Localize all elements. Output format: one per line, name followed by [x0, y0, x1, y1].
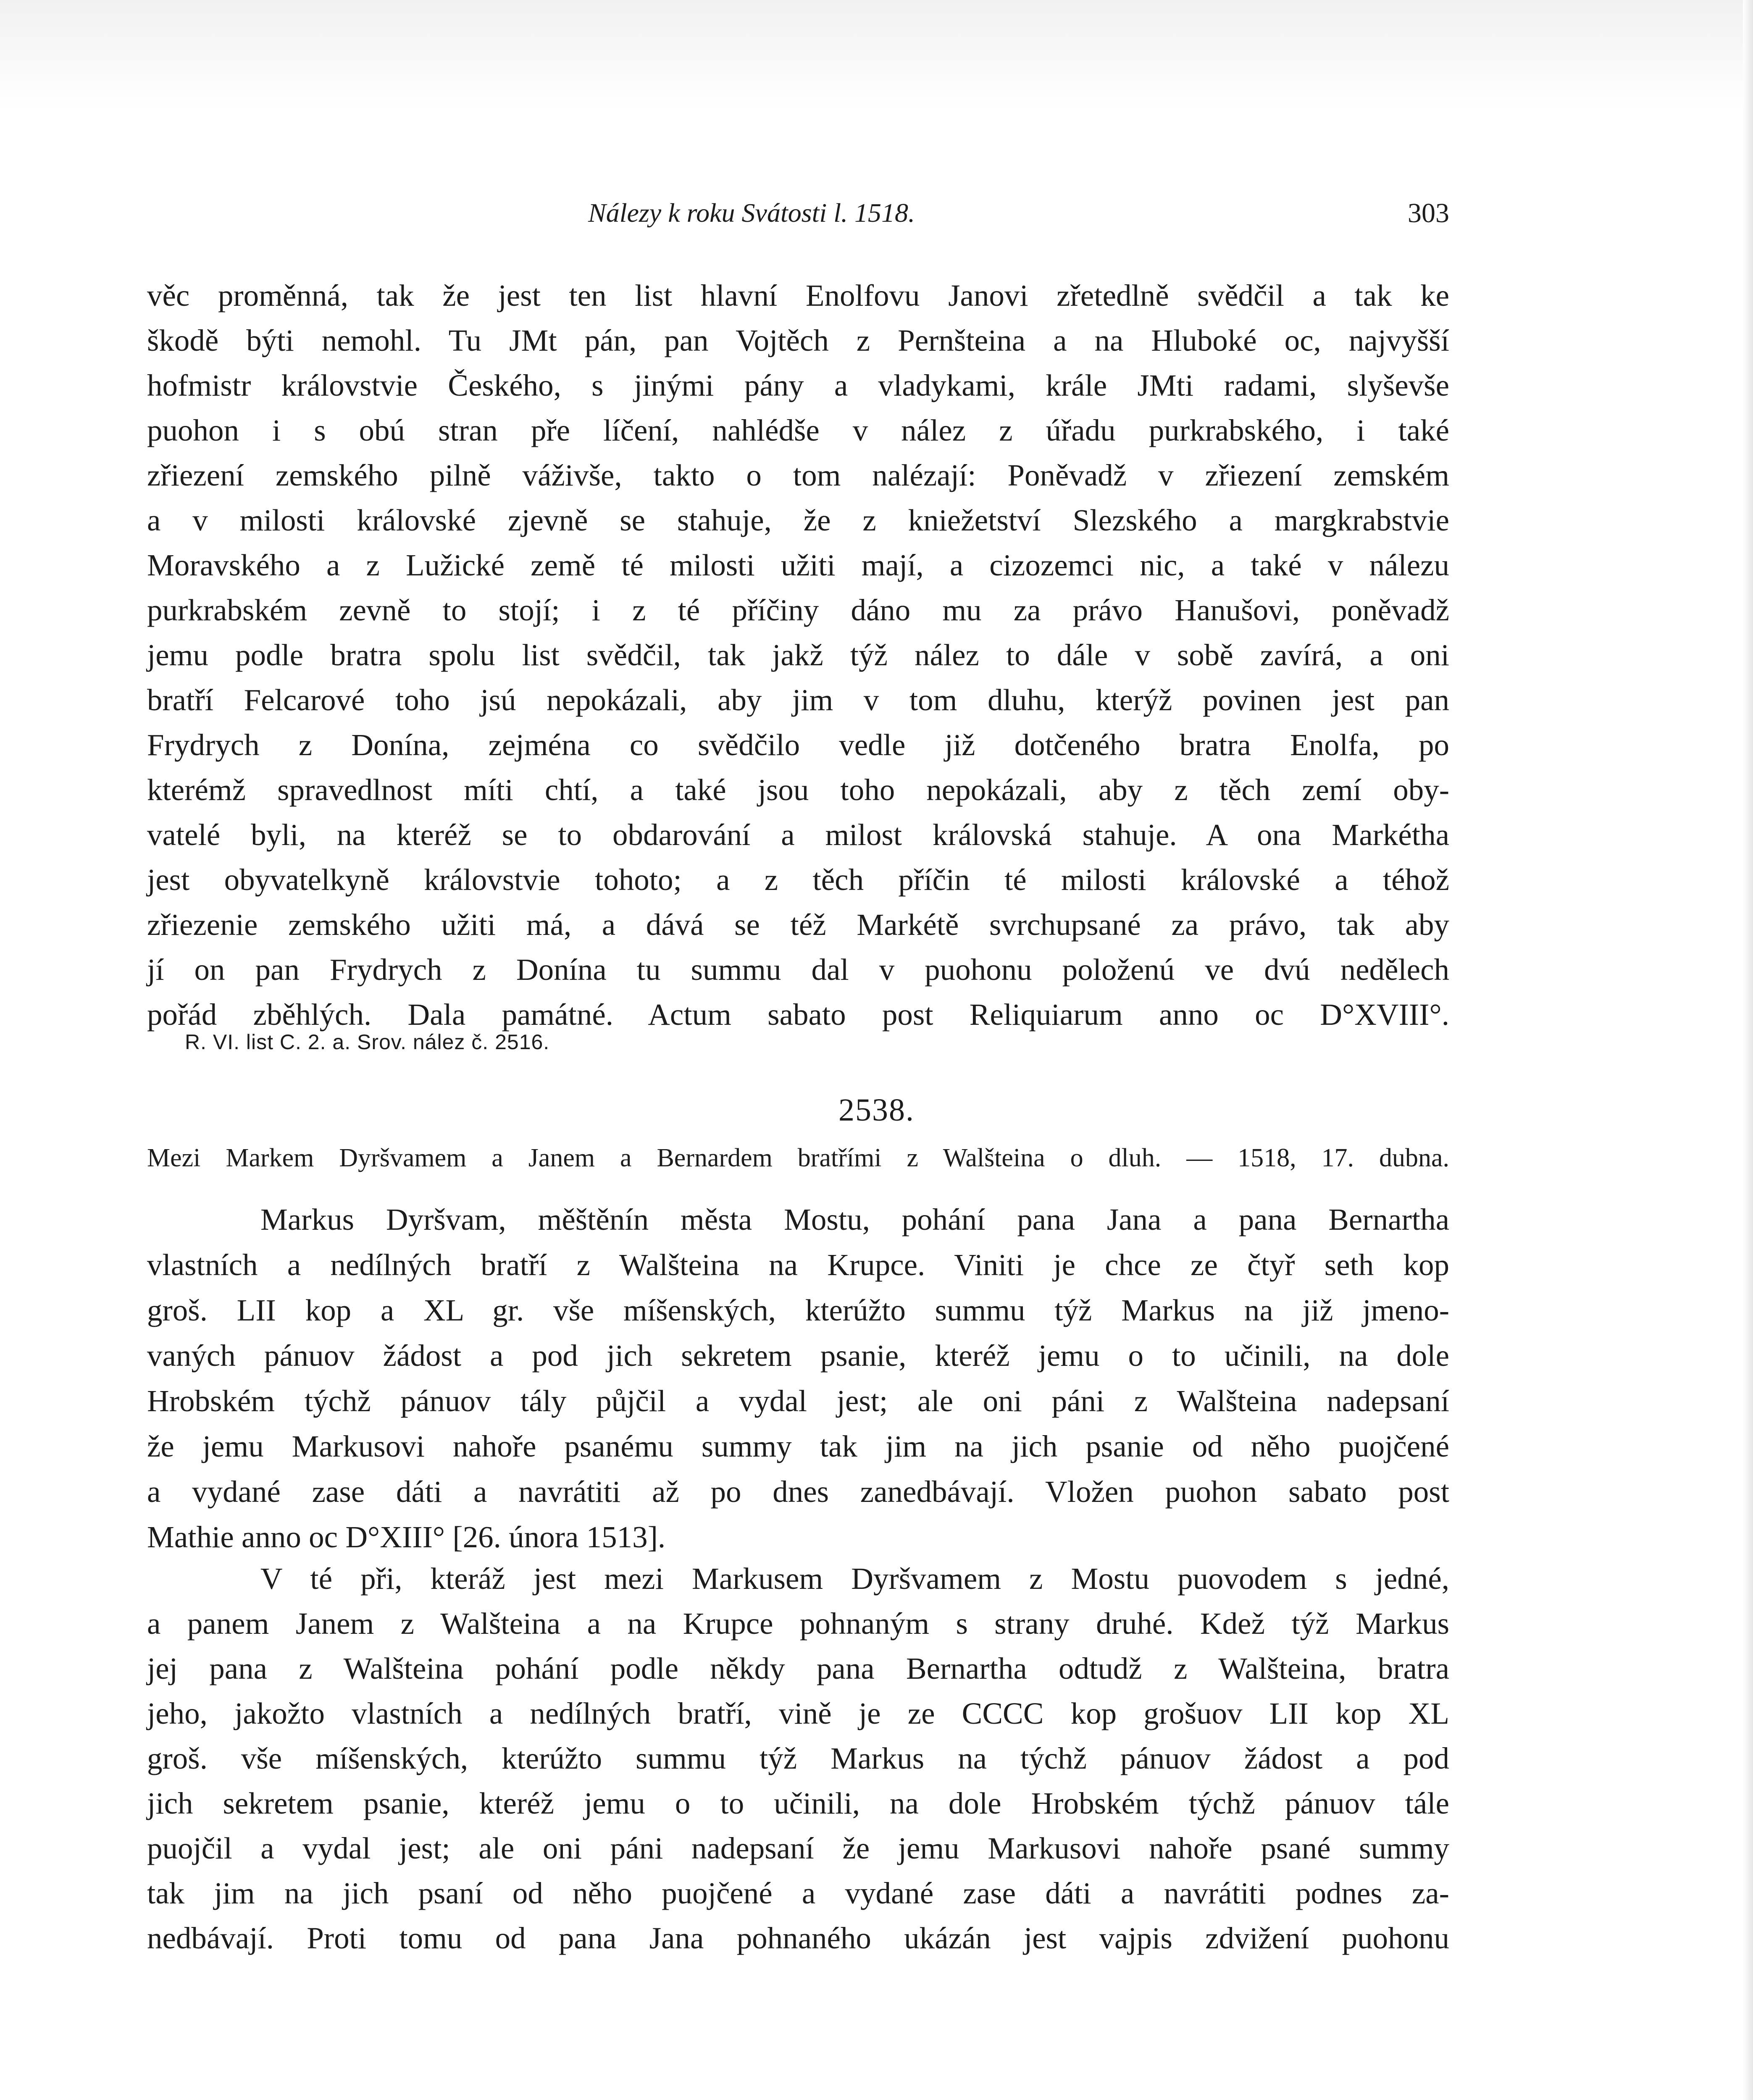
source-note: R. VI. list C. 2. a. Srov. nález č. 2516. — [185, 1030, 550, 1054]
paragraph-summons — [147, 1197, 1449, 1560]
running-head — [147, 197, 1449, 235]
text-line: vlastních a nedílných bratří z Walšteina na Krupce. Viniti je chce ze čtyř seth kop — [147, 1248, 1449, 1282]
text-line: věc proměnná, tak že jest ten list hlavní Enolfovu Janovi zřetedlně svědčil a tak ke — [147, 278, 1449, 312]
text-line: a vydané zase dáti a navrátiti až po dnes zanedbávají. Vložen puohon sabato post — [147, 1475, 1449, 1509]
text-line: vaných pánuov žádost a pod jich sekretem psanie, kteréž jemu o to učinili, na dole — [147, 1339, 1449, 1373]
entry-heading: Mezi Markem Dyršvamem a Janem a Bernardem bratřími z Walšteina o dluh. — 1518, 17. dubna. — [147, 1144, 1449, 1172]
text-line: jich sekretem psanie, kteréž jemu o to učinili, na dole Hrobském týchž pánuov tále — [147, 1786, 1449, 1820]
text-line: Markus Dyršvam, měštěnín města Mostu, pohání pana Jana a pana Bernartha — [260, 1202, 1449, 1236]
entry-number: 2538. — [838, 1092, 915, 1128]
text-line: bratří Felcarové toho jsú nepokázali, aby jim v tom dluhu, kterýž povinen jest pan — [147, 683, 1449, 717]
text-line: Hrobském týchž pánuov tály půjčil a vydal jest; ale oni páni z Walšteina nadepsaní — [147, 1384, 1449, 1418]
text-line: nedbávají. Proti tomu od pana Jana pohnaného ukázán jest vajpis zdvižení puohonu — [147, 1921, 1449, 1955]
text-line: tak jim na jich psaní od něho puojčené a vydané zase dáti a navrátiti podnes za- — [147, 1876, 1449, 1910]
text-line: Moravského a z Lužické země té milosti užiti mají, a cizozemci nic, a také v nálezu — [147, 548, 1449, 582]
text-line: jeho, jakožto vlastních a nedílných bratří, vině je ze CCCC kop grošuov LII kop XL — [147, 1696, 1449, 1730]
page-top-shading — [0, 0, 1753, 109]
text-line: jemu podle bratra spolu list svědčil, tak jakž týž nález to dále v sobě zavírá, a oni — [147, 638, 1449, 672]
text-line: kterémž spravedlnost míti chtí, a také jsou toho nepokázali, aby z těch zemí oby- — [147, 773, 1449, 807]
text-line: jí on pan Frydrych z Donína tu summu dal v puohonu položenú ve dvú nedělech — [147, 953, 1449, 987]
text-line: hofmistr královstvie Českého, s jinými pány a vladykami, krále JMti radami, slyševše — [147, 368, 1449, 402]
text-line: puohon i s obú stran pře líčení, nahlédše v nález z úřadu purkrabského, i také — [147, 413, 1449, 447]
text-line: škodě býti nemohl. Tu JMt pán, pan Vojtěch z Pernšteina a na Hluboké oc, najvyšší — [147, 323, 1449, 357]
page-number: 303 — [1408, 198, 1449, 228]
text-line: a panem Janem z Walšteina a na Krupce pohnaným s strany druhé. Kdež týž Markus — [147, 1606, 1449, 1641]
running-title: Nálezy k roku Svátosti l. 1518. — [588, 198, 915, 228]
text-line: groš. LII kop a XL gr. vše míšenských, kterúžto summu týž Markus na již jmeno- — [147, 1293, 1449, 1327]
text-line: V té při, kteráž jest mezi Markusem Dyršvamem z Mostu puovodem s jedné, — [260, 1562, 1449, 1596]
text-line: zřiezení zemského pilně váživše, takto o tom nalézají: Poněvadž v zřiezení zemském — [147, 458, 1449, 492]
text-line: zřiezenie zemského užiti má, a dává se též Markétě svrchupsané za právo, tak aby — [147, 908, 1449, 942]
text-line: jej pana z Walšteina pohání podle někdy pana Bernartha odtudž z Walšteina, bratra — [147, 1651, 1449, 1685]
text-line: groš. vše míšenských, kterúžto summu týž Markus na týchž pánuov žádost a pod — [147, 1741, 1449, 1775]
text-line: purkrabském zevně to stojí; i z té příčiny dáno mu za právo Hanušovi, poněvadž — [147, 593, 1449, 627]
text-line: a v milosti královské zjevně se stahuje, že z kniežetství Slezského a margkrabstvie — [147, 503, 1449, 537]
continued-text-block — [147, 273, 1449, 1037]
text-line: Mathie anno oc D°XIII° [26. února 1513]. — [147, 1520, 666, 1554]
text-line: Frydrych z Donína, zejména co svědčilo vedle již dotčeného bratra Enolfa, po — [147, 728, 1449, 762]
text-line: jest obyvatelkyně královstvie tohoto; a z těch příčin té milosti královské a téhož — [147, 863, 1449, 897]
text-line: vatelé byli, na kteréž se to obdarování a milost královská stahuje. A ona Markétha — [147, 818, 1449, 852]
paragraph-ruling — [147, 1556, 1449, 1961]
text-line: pořád zběhlých. Dala památné. Actum sabato post Reliquiarum anno oc D°XVIII°. — [147, 998, 1449, 1032]
page-right-edge — [1743, 0, 1753, 2100]
text-line: puojčil a vydal jest; ale oni páni nadepsaní že jemu Markusovi nahoře psané summy — [147, 1831, 1449, 1865]
text-line: že jemu Markusovi nahoře psanému summy tak jim na jich psanie od něho puojčené — [147, 1429, 1449, 1463]
